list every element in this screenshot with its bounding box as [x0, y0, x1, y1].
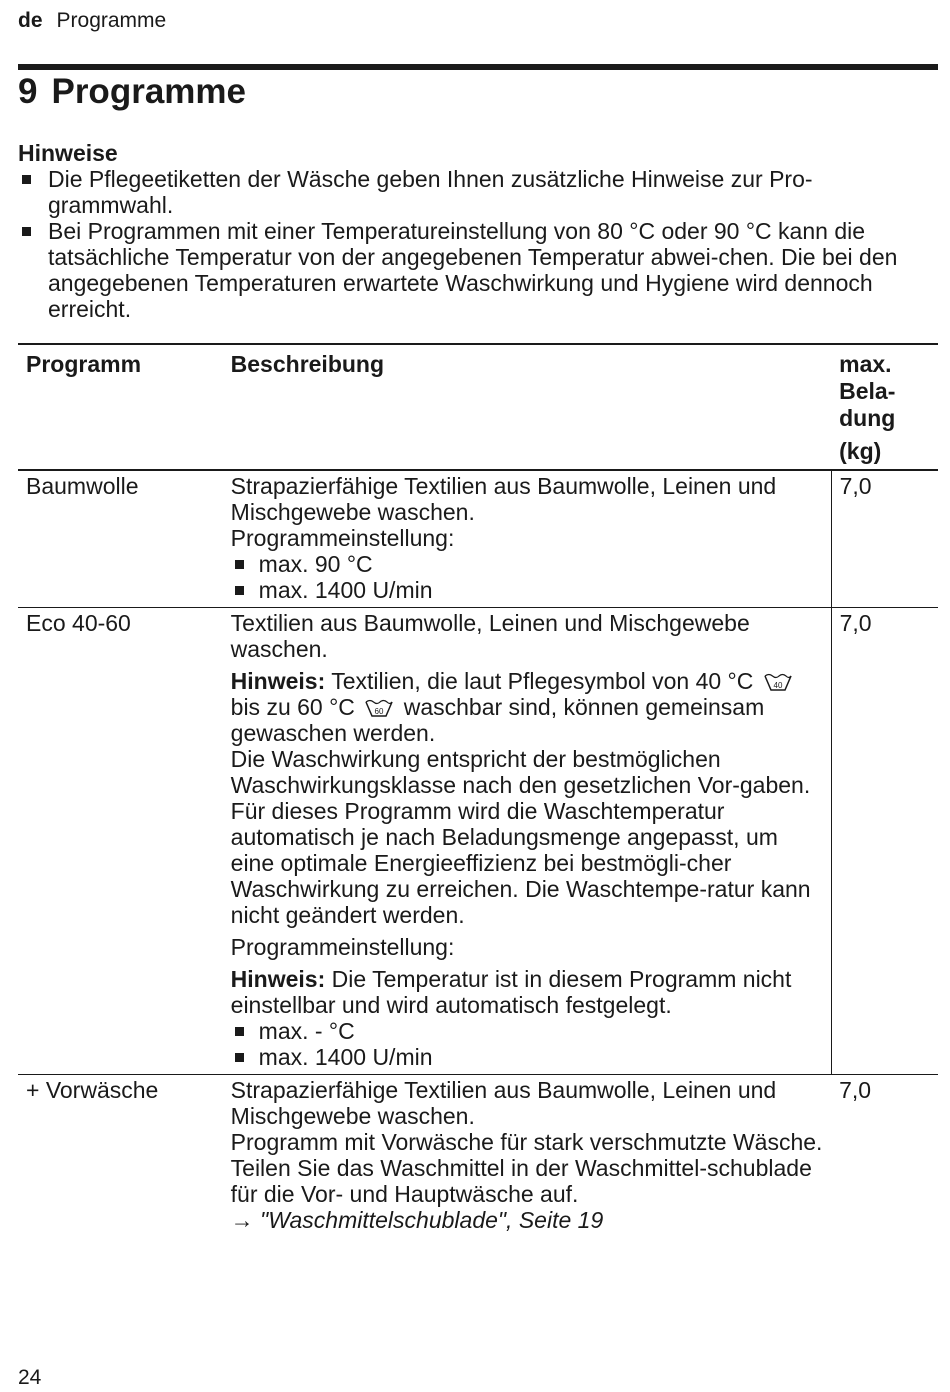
setting-item: max. 1400 U/min: [231, 1044, 823, 1070]
program-name: Eco 40-60: [26, 610, 131, 636]
washtub-icon: [364, 699, 394, 719]
max-load: 7,0: [839, 473, 872, 499]
note-label: Hinweis:: [230, 668, 326, 694]
note-text: bis zu 60 °C: [230, 694, 355, 720]
program-description: [223, 1075, 831, 1238]
note-text: waschbar sind, können gemeinsam gewaschen werden.: [230, 694, 765, 746]
col-header-load: [831, 344, 938, 470]
note-paragraph: [231, 966, 823, 1018]
desc-text: Strapazierfähige Textilien aus Baumwolle, Leinen und Mischgewebe waschen.: [230, 473, 777, 525]
program-name: + Vorwäsche: [26, 1077, 159, 1103]
program-name: Baumwolle: [26, 473, 139, 499]
program-description: [223, 608, 831, 1075]
setting-item: max. - °C: [231, 1018, 823, 1044]
col-header-description: Beschreibung: [230, 351, 385, 377]
setting-list: [231, 1018, 823, 1070]
program-description: [223, 470, 831, 608]
running-header: [18, 9, 166, 33]
hints-list: [18, 166, 933, 322]
max-load: 7,0: [839, 610, 872, 636]
table-row: [18, 1075, 938, 1238]
desc-text: Textilien aus Baumwolle, Leinen und Mischgewebe waschen.: [230, 610, 750, 662]
col-header-program: Programm: [26, 351, 142, 377]
setting-item: max. 90 °C: [231, 551, 823, 577]
chapter-name: Programme: [51, 72, 246, 111]
desc-text: Die Waschwirkung entspricht der bestmöglichen Waschwirkungsklasse nach den gesetzlichen Vor-gaben.: [230, 746, 811, 798]
note-text: Textilien, die laut Pflegesymbol von 40 °C: [331, 668, 754, 694]
table-row: [18, 470, 938, 608]
desc-text: Programmeinstellung:: [230, 934, 455, 960]
note-paragraph: [231, 668, 823, 746]
chapter-number: 9: [18, 72, 38, 111]
cross-reference-link[interactable]: → "Waschmittelschublade", Seite 19: [230, 1207, 604, 1233]
setting-item: max. 1400 U/min: [231, 577, 823, 603]
load-header-line: max.: [839, 351, 892, 377]
chapter-title: [18, 72, 246, 112]
desc-text: Strapazierfähige Textilien aus Baumwolle, Leinen und Mischgewebe waschen.: [230, 1077, 777, 1129]
note-text: Die Temperatur ist in diesem Programm nicht einstellbar und wird automatisch festgelegt.: [230, 966, 792, 1018]
table-row: [18, 608, 938, 1075]
load-header-line: (kg): [839, 438, 882, 464]
program-table: [18, 343, 938, 1237]
washtub-icon: [763, 673, 793, 693]
page-number: 24: [18, 1366, 42, 1389]
load-header-line: dung: [839, 405, 896, 431]
desc-text: Für dieses Programm wird die Waschtemperatur automatisch je nach Beladungsmenge angepasst, um eine optimale Energieeffizienz bei bestmögli-cher Waschwirkung zu erreichen. Die Waschtempe-ratur kann nicht geändert werden.: [230, 798, 811, 928]
desc-text: Teilen Sie das Waschmittel in der Waschmittel-schublade für die Vor- und Hauptwäsche auf.: [230, 1155, 812, 1207]
header-rule: [18, 64, 938, 70]
hints-title: Hinweise: [18, 140, 118, 166]
note-label: Hinweis:: [230, 966, 326, 992]
hint-item: Die Pflegeetiketten der Wäsche geben Ihnen zusätzliche Hinweise zur Pro-grammwahl.: [18, 166, 933, 218]
washtub-temp: 40: [773, 680, 783, 690]
desc-text: Programmeinstellung:: [230, 525, 455, 551]
table-header-row: [18, 344, 938, 470]
max-load: 7,0: [839, 1077, 872, 1103]
running-section: Programme: [56, 9, 167, 32]
desc-text: Programm mit Vorwäsche für stark verschmutzte Wäsche.: [230, 1129, 823, 1155]
setting-list: [231, 551, 823, 603]
hint-item: Bei Programmen mit einer Temperatureinstellung von 80 °C oder 90 °C kann die tatsächliche Temperatur von der angegebenen Temperatur abwei-chen. Die bei den angegebenen Temperaturen erwartete Waschwirkung und Hygiene wird dennoch erreicht.: [18, 218, 933, 322]
hints-block: [18, 140, 933, 322]
load-header-line: Bela-: [839, 378, 896, 404]
language-code: de: [18, 9, 43, 32]
washtub-temp: 60: [374, 706, 384, 716]
